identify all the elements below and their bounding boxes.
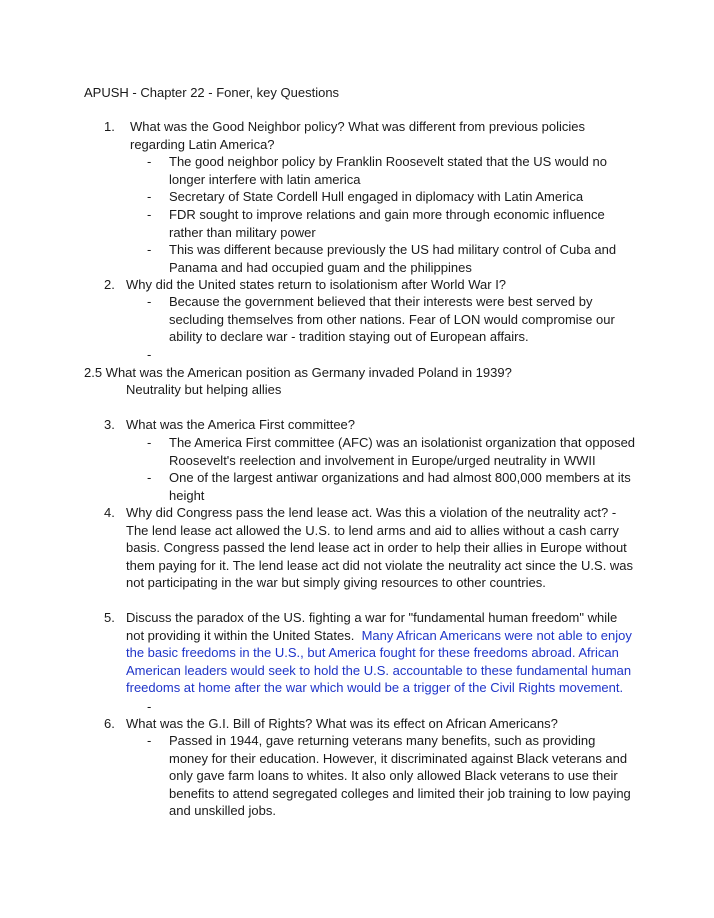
question-number: 3. [104, 417, 115, 432]
answer-text: Many African Americans were not able to enjoy the basic freedoms in the U.S., but America fought for these freedoms abroad. African American leaders would seek to hold the U.S. accountable to these fundamental human freedoms at home after the war which would be a trigger of the Civil Rights movement. [126, 627, 632, 696]
question-text: Why did Congress pass the lend lease act. Was this a violation of the neutrality act? - The lend lease act allowed the U.S. to lend arms and aid to allies without a cash carry basis. Congress passed the lend lease act in order to help their allies in Europe without them paying for it. The lend lease act did not violate the neutrality act since the U.S. was not participating in the war but simply giving resources to other countries. [126, 505, 634, 591]
question-text: What was the Good Neighbor policy? What was different from previous policies regarding Latin America? [130, 119, 585, 152]
bullet-text: This was different because previously the US had military control of Cuba and Panama and had occupied guam and the philippines [169, 242, 617, 275]
bullet-dash: - [147, 435, 152, 450]
bullet-dash: - [147, 207, 152, 222]
bullet-dash: - [147, 733, 152, 748]
bullet-dash: - [147, 294, 152, 309]
bullet-dash: - [147, 347, 152, 362]
question-text: 2.5 What was the American position as Germany invaded Poland in 1939? [84, 365, 512, 380]
question-number: 1. [104, 119, 115, 134]
question-number: 6. [104, 716, 115, 731]
bullet-text: The good neighbor policy by Franklin Roosevelt stated that the US would no longer interfere with latin america [169, 154, 607, 187]
bullet-text: Because the government believed that their interests were best served by secluding themselves from other nations. Fear of LON would compromise our ability to declare war - tradition staying out of European affairs. [169, 294, 615, 345]
question-number: 4. [104, 505, 115, 520]
bullet-dash: - [147, 699, 152, 714]
question-number: 2. [104, 277, 115, 292]
question-prompt: Discuss the paradox of the US. fighting a war for "fundamental human freedom" while not providing it within the United States. [126, 610, 618, 643]
question-text: What was the G.I. Bill of Rights? What was its effect on African Americans? [126, 716, 558, 731]
bullet-text: Secretary of State Cordell Hull engaged in diplomacy with Latin America [169, 189, 584, 204]
question-text: Why did the United states return to isolationism after World War I? [126, 277, 507, 292]
bullet-text: FDR sought to improve relations and gain more through economic influence rather than military power [169, 207, 605, 240]
bullet-text: Passed in 1944, gave returning veterans many benefits, such as providing money for their education. However, it discriminated against Black veterans and only gave farm loans to whites. It also only allowed Black veterans to use their benefits to attend segregated colleges and limited their job training to low paying and unskilled jobs. [169, 733, 631, 819]
document-title: APUSH - Chapter 22 - Foner, key Questions [84, 85, 340, 100]
question-text [126, 609, 636, 697]
bullet-dash: - [147, 470, 152, 485]
question-text: What was the America First committee? [126, 417, 356, 432]
question-number: 5. [104, 610, 115, 625]
bullet-text: One of the largest antiwar organizations and had almost 800,000 members at its height [169, 470, 631, 503]
bullet-dash: - [147, 242, 152, 257]
bullet-dash: - [147, 154, 152, 169]
answer-text: Neutrality but helping allies [126, 382, 282, 397]
bullet-text: The America First committee (AFC) was an isolationist organization that opposed Roosevelt's reelection and involvement in Europe/urged neutrality in WWII [169, 435, 636, 468]
bullet-dash: - [147, 189, 152, 204]
